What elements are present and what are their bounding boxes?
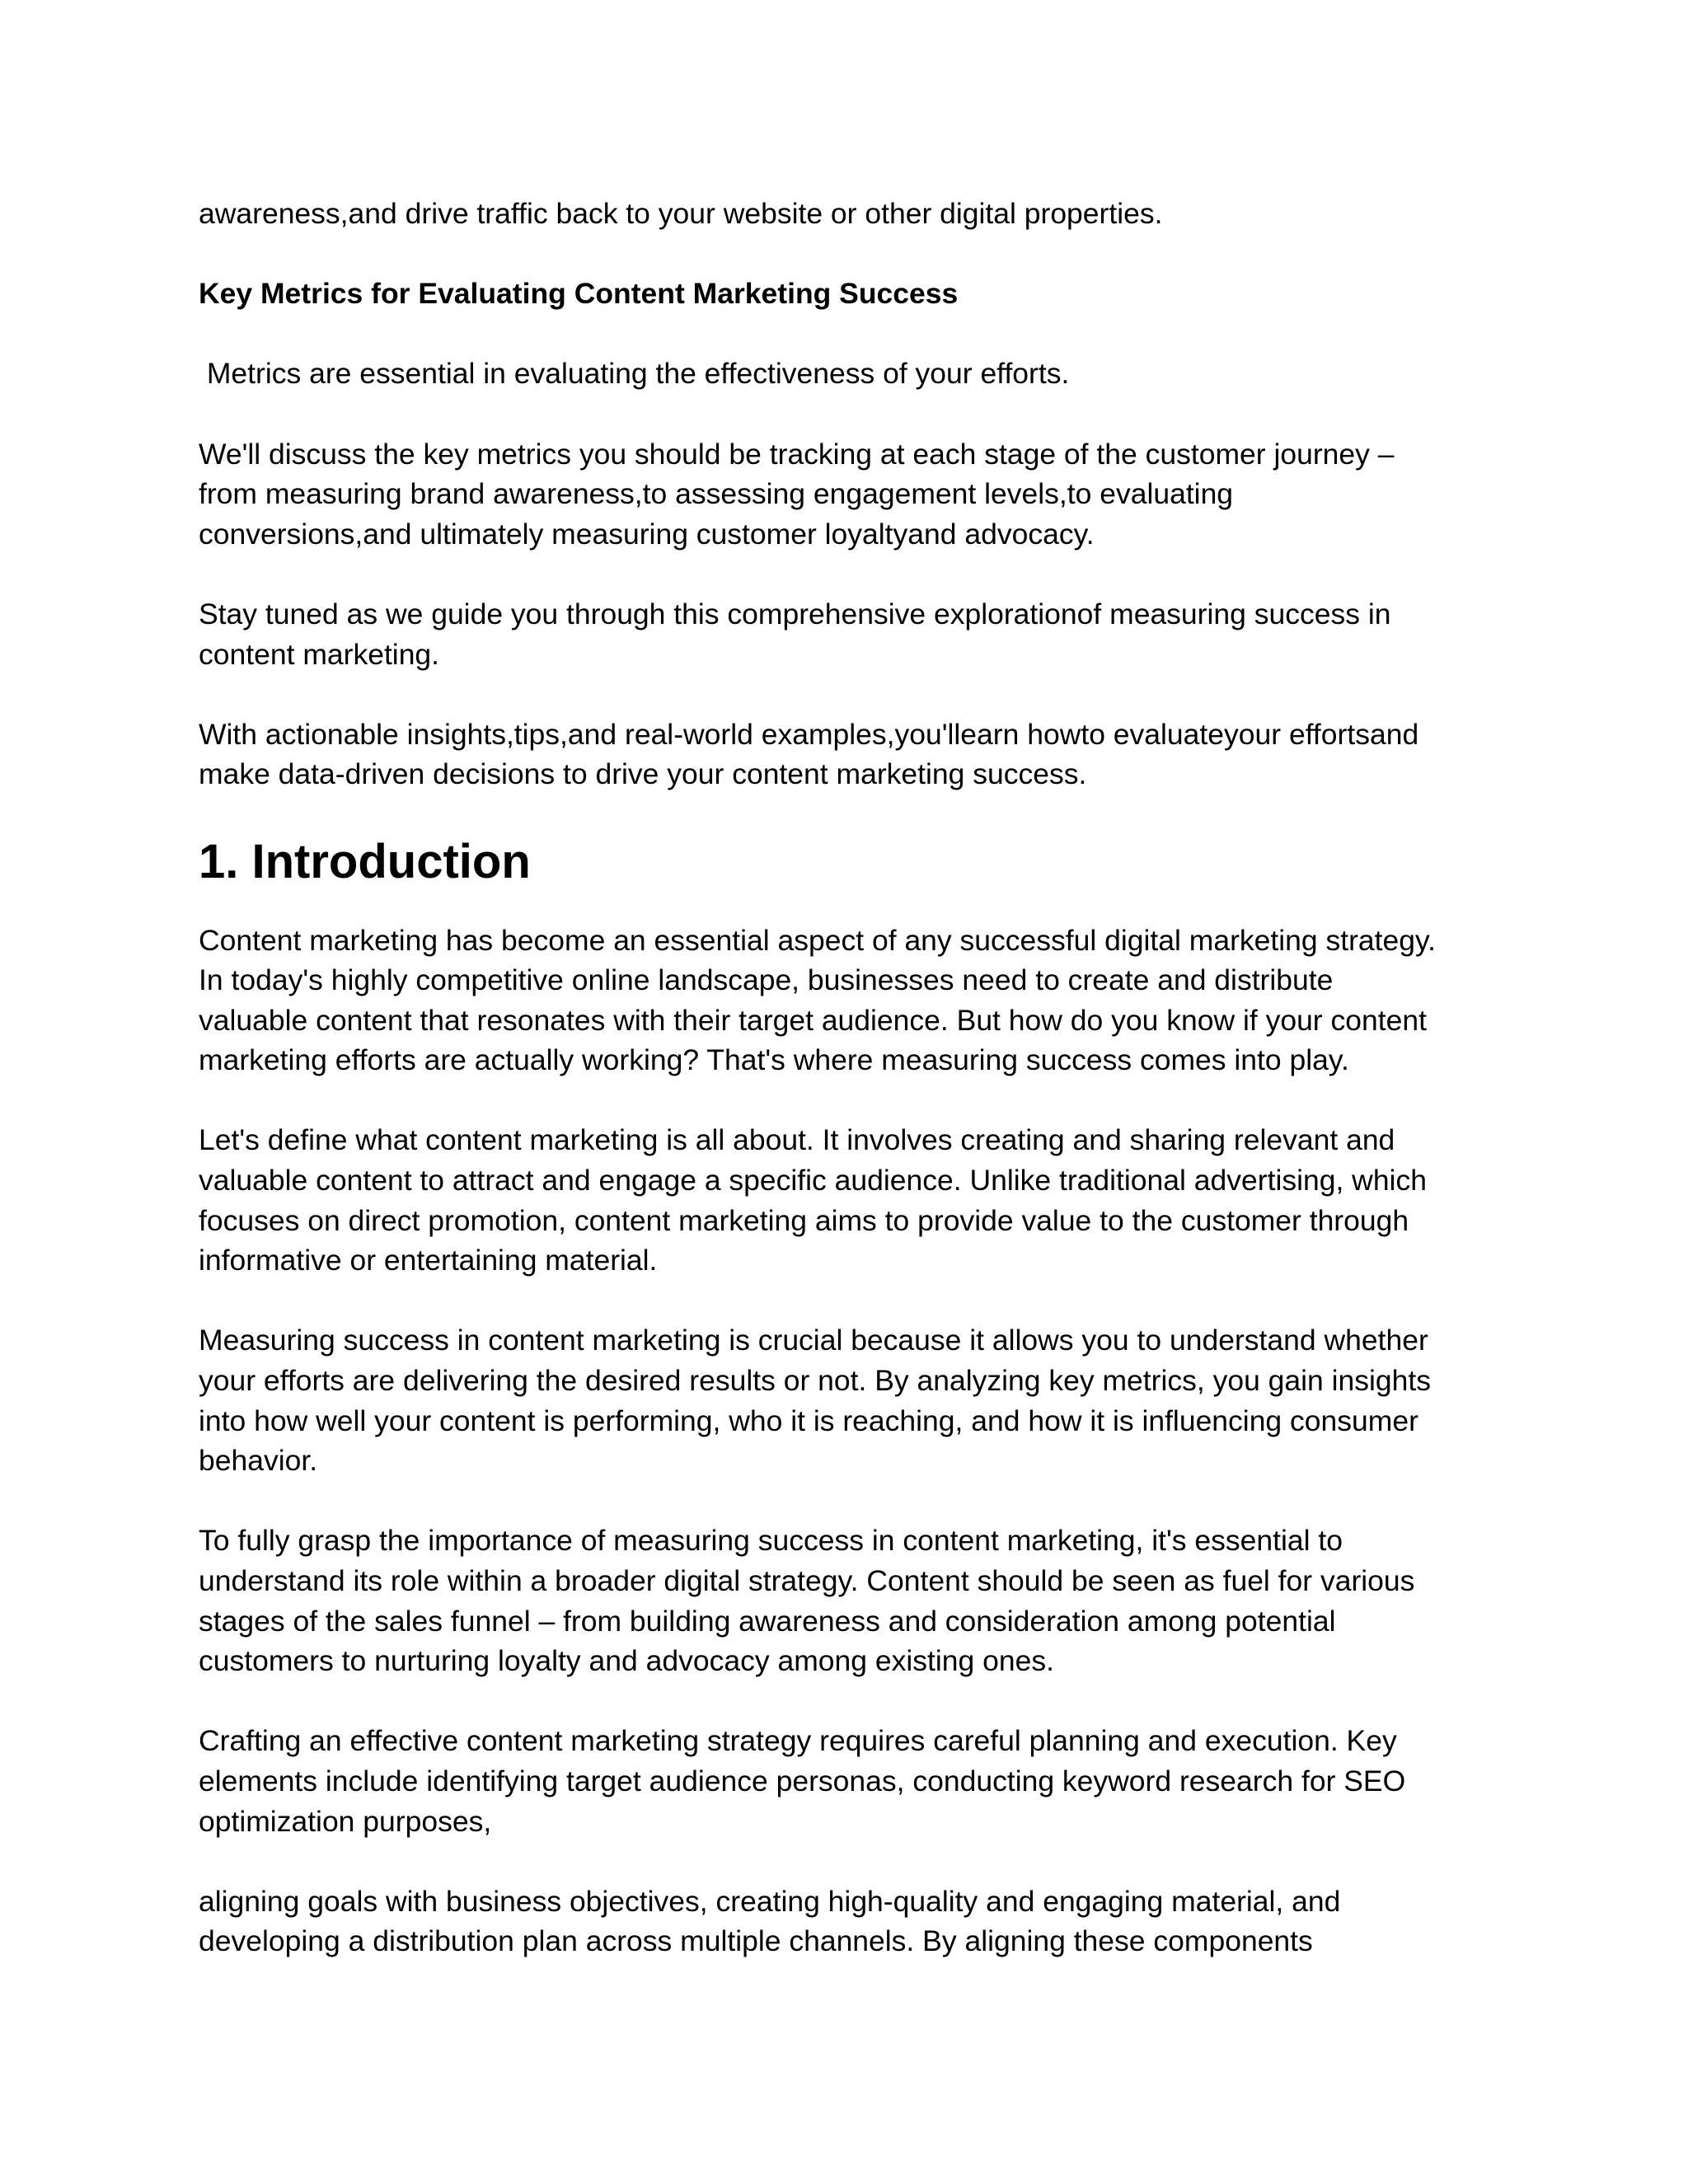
subheading-key-metrics: Key Metrics for Evaluating Content Marketing Success: [199, 277, 959, 311]
paragraph-intro-2: Let's define what content marketing is all about. It involves creating and sharing relevant and valuable content to attract and engage a specific audience. Unlike traditional advertising, which focuses on direct promotion, content marketing aims to provide value to the customer through informative or entertaining material.: [199, 1123, 1427, 1277]
paragraph-actionable-insights: With actionable insights,tips,and real-world examples,you'llearn howto evaluateyour effortsand make data-driven decisions to drive your content marketing success.: [199, 717, 1419, 791]
paragraph-stay-tuned: Stay tuned as we guide you through this comprehensive explorationof measuring success in content marketing.: [199, 597, 1391, 671]
paragraph-intro-3: Measuring success in content marketing is crucial because it allows you to understand whether your efforts are delivering the desired results or not. By analyzing key metrics, you gain insights into how well your content is performing, who it is reaching, and how it is influencing consumer behavior.: [199, 1324, 1432, 1478]
document-body: [199, 194, 1534, 2002]
paragraph-metrics-essential: Metrics are essential in evaluating the effectiveness of your efforts.: [199, 357, 1070, 391]
paragraph-intro-4: To fully grasp the importance of measuring success in content marketing, it's essential to understand its role within a broader digital strategy. Content should be seen as fuel for various stages of the sales funnel – from building awareness and consideration among potential customers to nurturing loyalty and advocacy among existing ones.: [199, 1524, 1415, 1678]
paragraph-intro-1: Content marketing has become an essential aspect of any successful digital marketing strategy. In today's highly competitive online landscape, businesses need to create and distribute valuable content that resonates with their target audience. But how do you know if your content marketing efforts are actually working? That's where measuring success comes into play.: [199, 923, 1436, 1077]
paragraph-awareness: awareness,and drive traffic back to your website or other digital properties.: [199, 197, 1163, 230]
paragraph-metrics-discuss: We'll discuss the key metrics you should be tracking at each stage of the customer journey – from measuring brand awareness,to assessing engagement levels,to evaluating conversions,and ultimately measuring customer loyaltyand advocacy.: [199, 437, 1395, 551]
paragraph-intro-6: aligning goals with business objectives, creating high-quality and engaging material, and developing a distribution plan across multiple channels. By aligning these components: [199, 1884, 1341, 1958]
paragraph-intro-5: Crafting an effective content marketing strategy requires careful planning and execution. Key elements include identifying target audience personas, conducting keyword research for SEO optimization purposes,: [199, 1724, 1406, 1838]
section-heading-introduction: 1. Introduction: [199, 834, 531, 888]
